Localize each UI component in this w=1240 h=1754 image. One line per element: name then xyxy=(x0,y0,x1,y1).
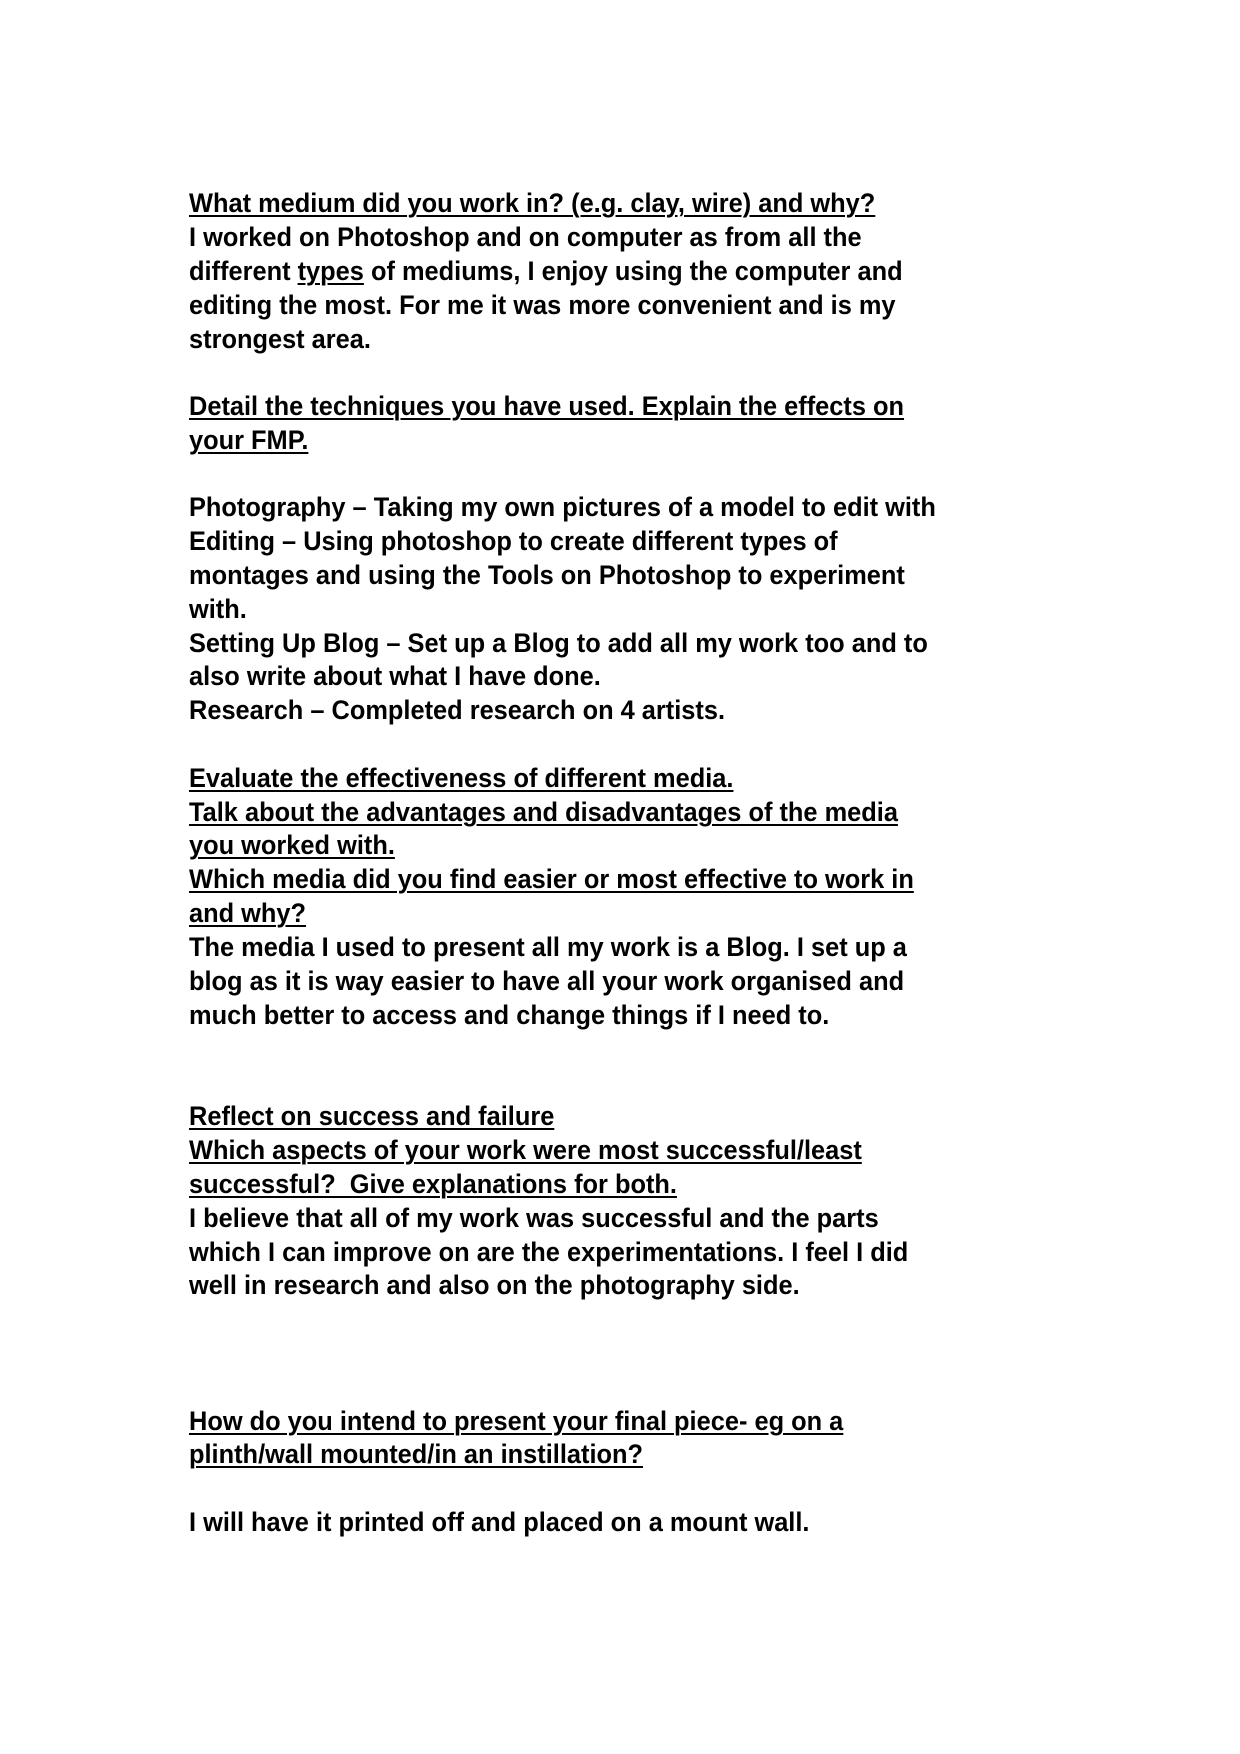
answer-text: I will have it printed off and placed on a mount wall. xyxy=(189,1507,810,1537)
answer-text: I worked on Photoshop and on computer as from all the xyxy=(189,222,862,252)
question-heading: your FMP. xyxy=(189,425,309,455)
question-heading: Talk about the advantages and disadvantages of the media xyxy=(189,797,898,827)
answer-text-part: different xyxy=(189,256,298,286)
question-heading: you worked with. xyxy=(189,830,395,860)
question-heading: Which media did you find easier or most effective to work in xyxy=(189,864,914,894)
answer-text: Photography – Taking my own pictures of a model to edit with xyxy=(189,492,936,522)
answer-text xyxy=(189,254,903,288)
question-heading: How do you intend to present your final piece- eg on a xyxy=(189,1406,844,1436)
answer-text: well in research and also on the photography side. xyxy=(189,1270,800,1300)
answer-text: Setting Up Blog – Set up a Blog to add all my work too and to xyxy=(189,628,928,658)
answer-text: montages and using the Tools on Photoshop to experiment xyxy=(189,560,905,590)
question-heading: What medium did you work in? (e.g. clay, wire) and why? xyxy=(189,188,876,218)
question-heading: Detail the techniques you have used. Explain the effects on xyxy=(189,391,905,421)
answer-text: strongest area. xyxy=(189,324,371,354)
answer-text: editing the most. For me it was more convenient and is my xyxy=(189,290,896,320)
answer-text: Research – Completed research on 4 artists. xyxy=(189,695,726,725)
answer-text: which I can improve on are the experimentations. I feel I did xyxy=(189,1237,909,1267)
answer-text: also write about what I have done. xyxy=(189,661,601,691)
answer-text: The media I used to present all my work is a Blog. I set up a xyxy=(189,932,907,962)
answer-text: blog as it is way easier to have all your work organised and xyxy=(189,966,905,996)
question-heading: Reflect on success and failure xyxy=(189,1101,555,1131)
answer-text: I believe that all of my work was successful and the parts xyxy=(189,1203,879,1233)
underlined-word: types xyxy=(297,256,364,286)
question-heading: plinth/wall mounted/in an instillation? xyxy=(189,1439,644,1469)
question-heading: successful? Give explanations for both. xyxy=(189,1169,677,1199)
answer-text-part: of mediums, I enjoy using the computer and xyxy=(363,256,903,286)
answer-text: with. xyxy=(189,594,247,624)
question-heading: Evaluate the effectiveness of different media. xyxy=(189,763,734,793)
answer-text: much better to access and change things if I need to. xyxy=(189,1000,830,1030)
question-heading: and why? xyxy=(189,898,307,928)
question-heading: Which aspects of your work were most successful/least xyxy=(189,1135,862,1165)
answer-text: Editing – Using photoshop to create different types of xyxy=(189,526,838,556)
